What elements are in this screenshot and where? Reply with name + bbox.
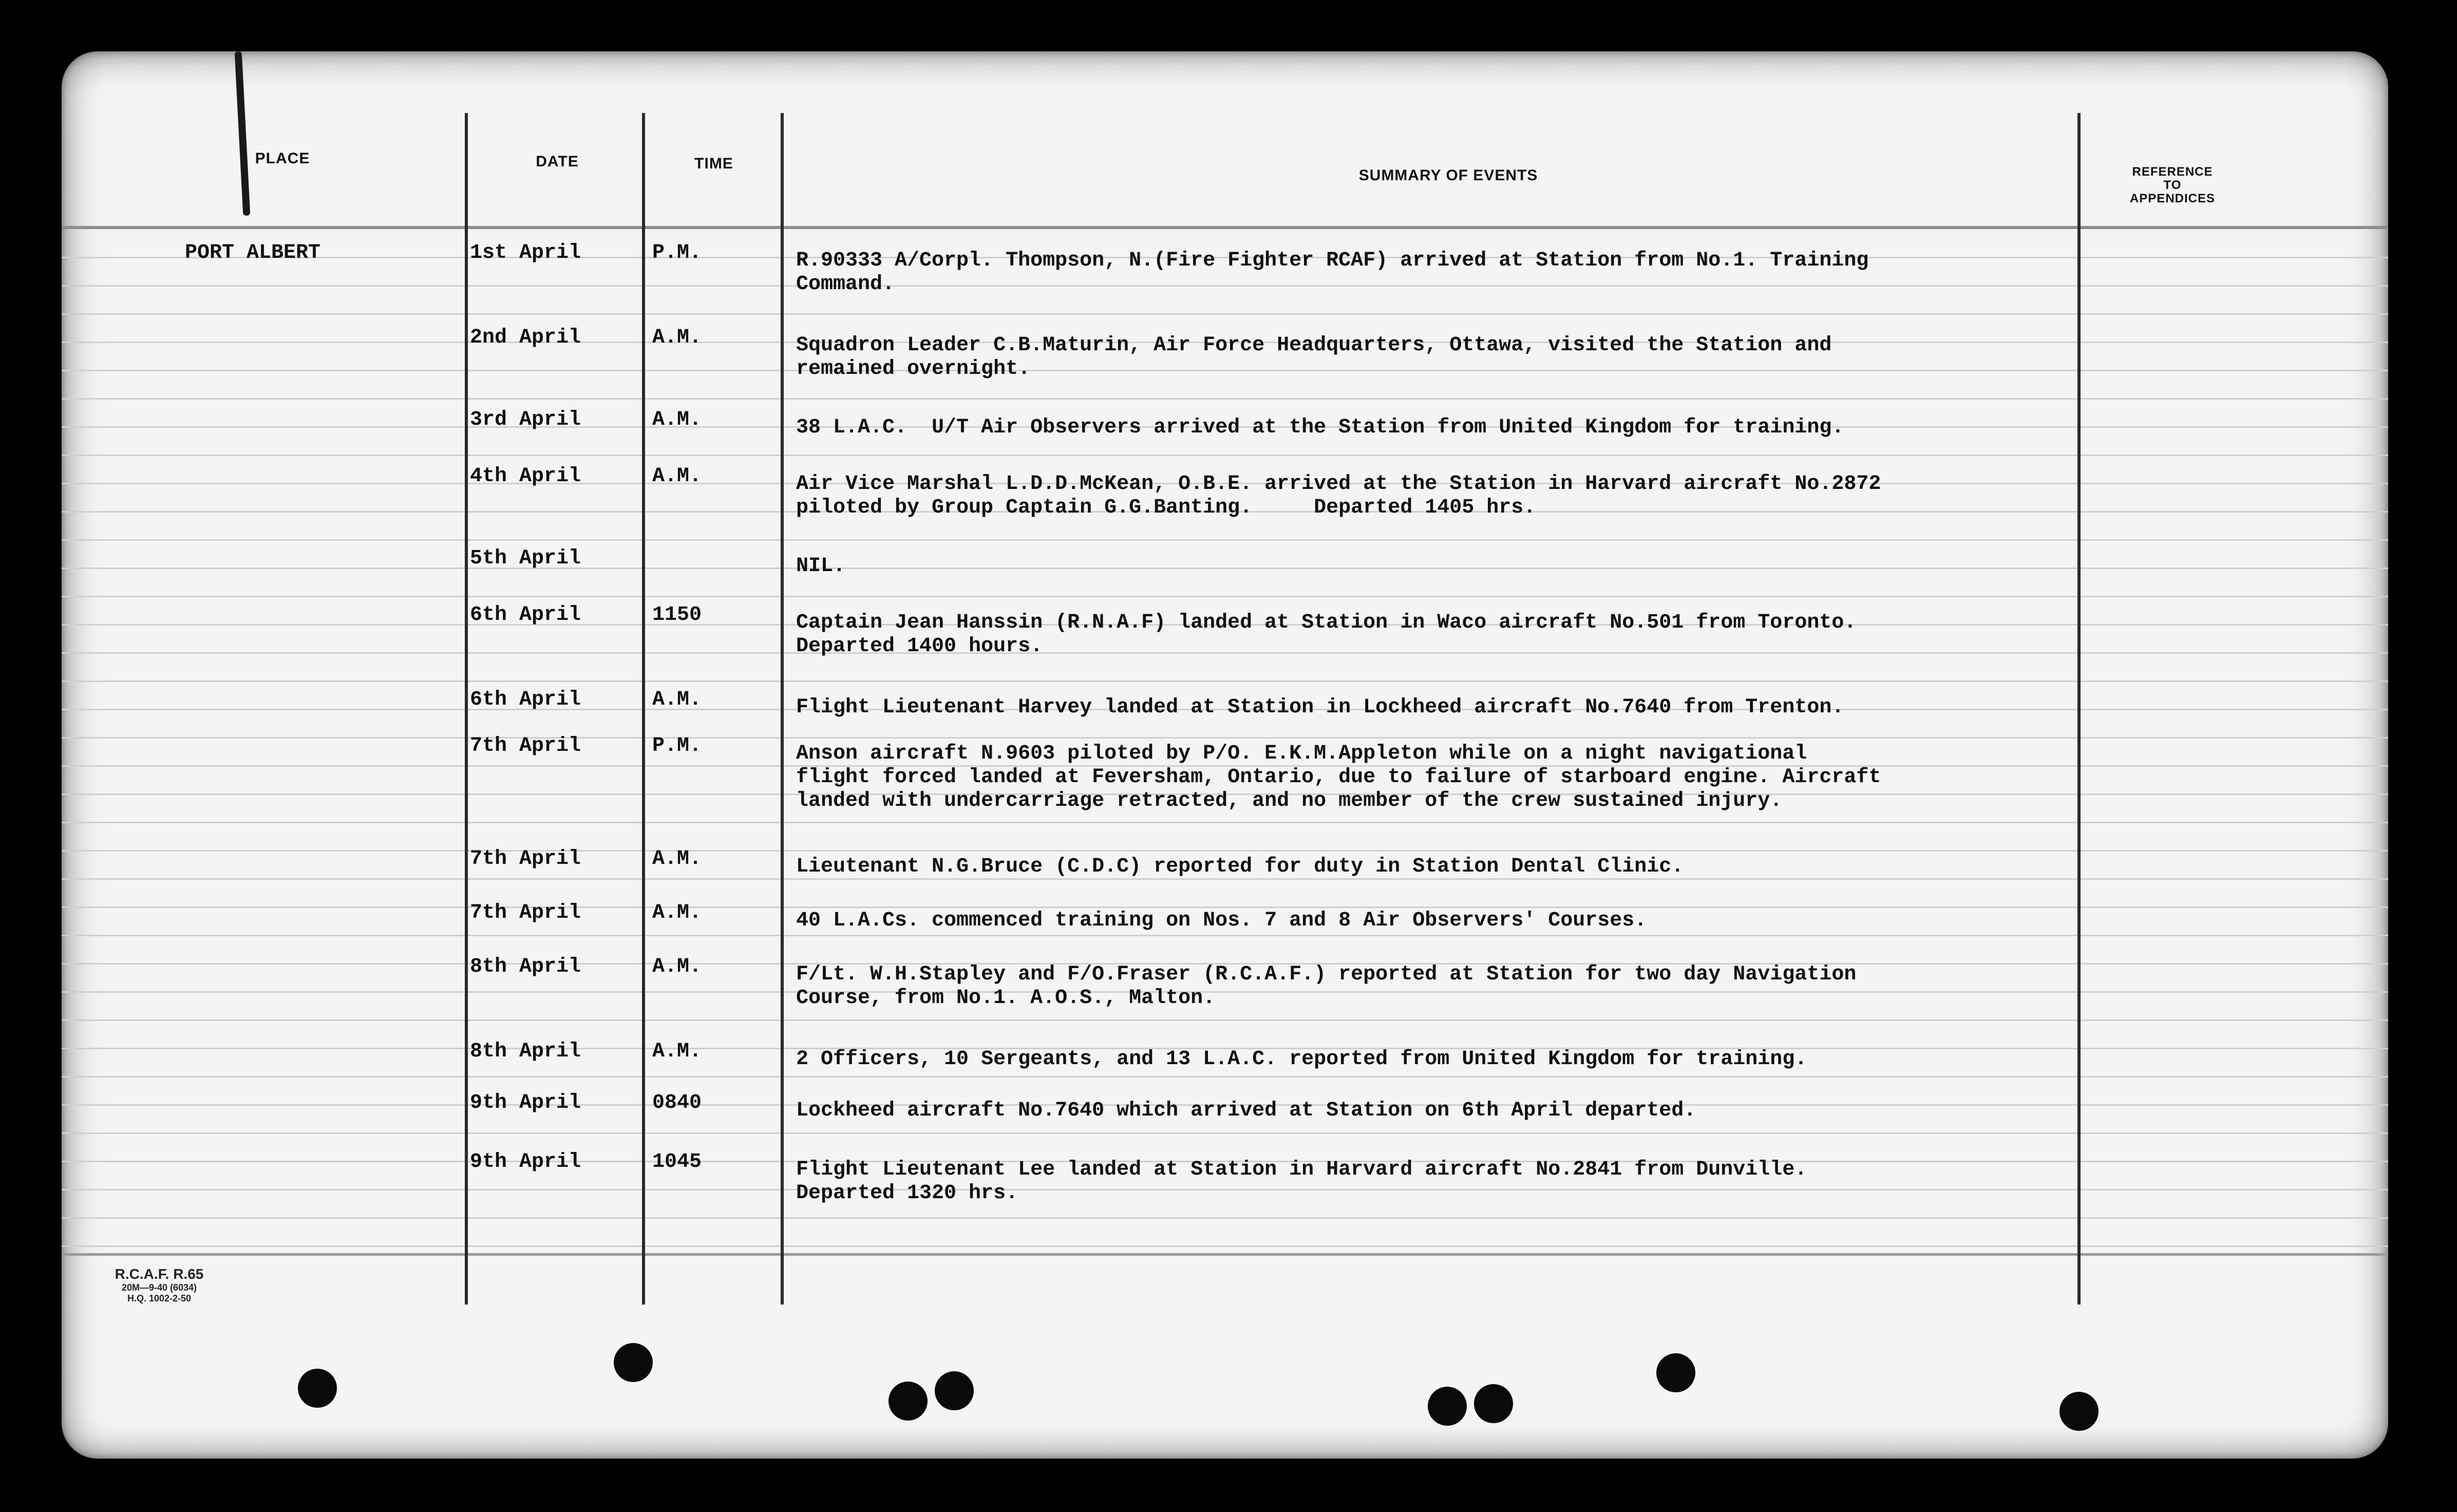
entry-time: A.M. [652, 847, 702, 871]
entry-date: 7th April [470, 901, 581, 924]
header-place: PLACE [255, 150, 310, 167]
ruled-line [62, 539, 2388, 541]
ruled-line [62, 906, 2388, 908]
entry-time: A.M. [652, 688, 702, 711]
column-divider-place-date [465, 113, 468, 1305]
entry-date: 8th April [470, 1040, 581, 1063]
entry-date: 8th April [470, 955, 581, 978]
entry-time: A.M. [652, 955, 702, 978]
ruled-line [62, 737, 2388, 739]
entry-time: 1045 [652, 1150, 702, 1174]
entry-summary: Lockheed aircraft No.7640 which arrived at Station on 6th April departed. [796, 1099, 1696, 1122]
entry-date: 3rd April [470, 408, 581, 431]
ruled-line [62, 822, 2388, 823]
entry-time: P.M. [652, 241, 702, 264]
entry-date: 7th April [470, 847, 581, 871]
entry-date: 9th April [470, 1150, 581, 1174]
entry-summary: Air Vice Marshal L.D.D.McKean, O.B.E. arrived at the Station in Harvard aircraft No.2872 piloted by Group Captain G.G.Banting. Departed 1405 hrs. [796, 472, 1881, 519]
entry-time: 0840 [652, 1091, 702, 1114]
entry-date: 9th April [470, 1091, 581, 1114]
binder-hole [2059, 1392, 2099, 1431]
ruled-line [62, 935, 2388, 936]
binder-hole [889, 1382, 928, 1421]
header-reference [2095, 165, 2250, 205]
entry-summary: 38 L.A.C. U/T Air Observers arrived at the Station from United Kingdom for training. [796, 416, 1844, 439]
entry-summary: 2 Officers, 10 Sergeants, and 13 L.A.C. reported from United Kingdom for training. [796, 1048, 1807, 1071]
entry-time: A.M. [652, 326, 702, 349]
header-date: DATE [536, 153, 579, 170]
binder-hole [614, 1343, 653, 1382]
entry-time: 1150 [652, 603, 702, 627]
footer-rule [62, 1253, 2388, 1256]
ruled-line [62, 1217, 2388, 1219]
entry-date: 1st April [470, 241, 581, 264]
diary-sheet [62, 51, 2388, 1459]
place-value: PORT ALBERT [185, 241, 321, 264]
entry-summary: R.90333 A/Corpl. Thompson, N.(Fire Fighter RCAF) arrived at Station from No.1. Training Command. [796, 249, 1869, 296]
ruled-line [62, 313, 2388, 315]
ruled-line [62, 1245, 2388, 1247]
entry-date: 6th April [470, 603, 581, 627]
ruled-line [62, 455, 2388, 456]
entry-summary: Anson aircraft N.9603 piloted by P/O. E.K.M.Appleton while on a night navigational flight forced landed at Feversham, Ontario, due to failure of starboard engine. Aircraft landed with undercarriage retracted, and no member of the crew sustained injury. [796, 742, 1881, 812]
entry-date: 7th April [470, 734, 581, 758]
ruled-line [62, 681, 2388, 682]
ruled-line [62, 1132, 2388, 1134]
entry-date: 4th April [470, 465, 581, 488]
entry-summary: Squadron Leader C.B.Maturin, Air Force Headquarters, Ottawa, visited the Station and remained overnight. [796, 334, 1832, 381]
column-divider-date-time [642, 113, 645, 1305]
form-print-run: 20M—9-40 (6034) [121, 1282, 197, 1293]
entry-summary: F/Lt. W.H.Stapley and F/O.Fraser (R.C.A.F.) reported at Station for two day Navigation Course, from No.1. A.O.S., Malton. [796, 963, 1857, 1010]
ruled-line [62, 1019, 2388, 1021]
entry-time: P.M. [652, 734, 702, 758]
entry-time: A.M. [652, 901, 702, 924]
entry-summary: NIL. [796, 555, 846, 578]
header-reference-line1: REFERENCE [2132, 165, 2213, 179]
entry-time: A.M. [652, 465, 702, 488]
entry-date: 6th April [470, 688, 581, 711]
entry-summary: 40 L.A.Cs. commenced training on Nos. 7 and 8 Air Observers' Courses. [796, 909, 1647, 932]
header-reference-line3: APPENDICES [2129, 192, 2216, 205]
binder-hole [1474, 1384, 1513, 1423]
header-reference-line2: TO [2163, 178, 2182, 192]
binder-hole [1656, 1353, 1695, 1392]
form-identifier [98, 1266, 221, 1304]
entry-summary: Flight Lieutenant Harvey landed at Station in Lockheed aircraft No.7640 from Trenton. [796, 696, 1844, 719]
entry-date: 5th April [470, 547, 581, 570]
binder-hole [935, 1371, 974, 1410]
ruled-line [62, 398, 2388, 400]
header-rule [62, 226, 2388, 229]
ruled-line [62, 1076, 2388, 1078]
ruled-line [62, 850, 2388, 852]
header-time: TIME [694, 155, 733, 172]
ruled-line [62, 596, 2388, 597]
form-number: R.C.A.F. R.65 [115, 1266, 204, 1282]
entry-summary: Flight Lieutenant Lee landed at Station in Harvard aircraft No.2841 from Dunville. Departed 1320 hrs. [796, 1158, 1807, 1205]
binder-hole [298, 1369, 337, 1408]
binder-hole [1428, 1387, 1467, 1426]
entry-summary: Captain Jean Hanssin (R.N.A.F) landed at Station in Waco aircraft No.501 from Toronto. Departed 1400 hours. [796, 611, 1857, 658]
form-hq-ref: H.Q. 1002-2-50 [127, 1293, 192, 1303]
entry-time: A.M. [652, 1040, 702, 1063]
entry-date: 2nd April [470, 326, 581, 349]
header-summary: SUMMARY OF EVENTS [1358, 167, 1538, 184]
entry-summary: Lieutenant N.G.Bruce (C.D.C) reported for duty in Station Dental Clinic. [796, 855, 1684, 878]
film-scratch [235, 51, 251, 216]
entry-time: A.M. [652, 408, 702, 431]
